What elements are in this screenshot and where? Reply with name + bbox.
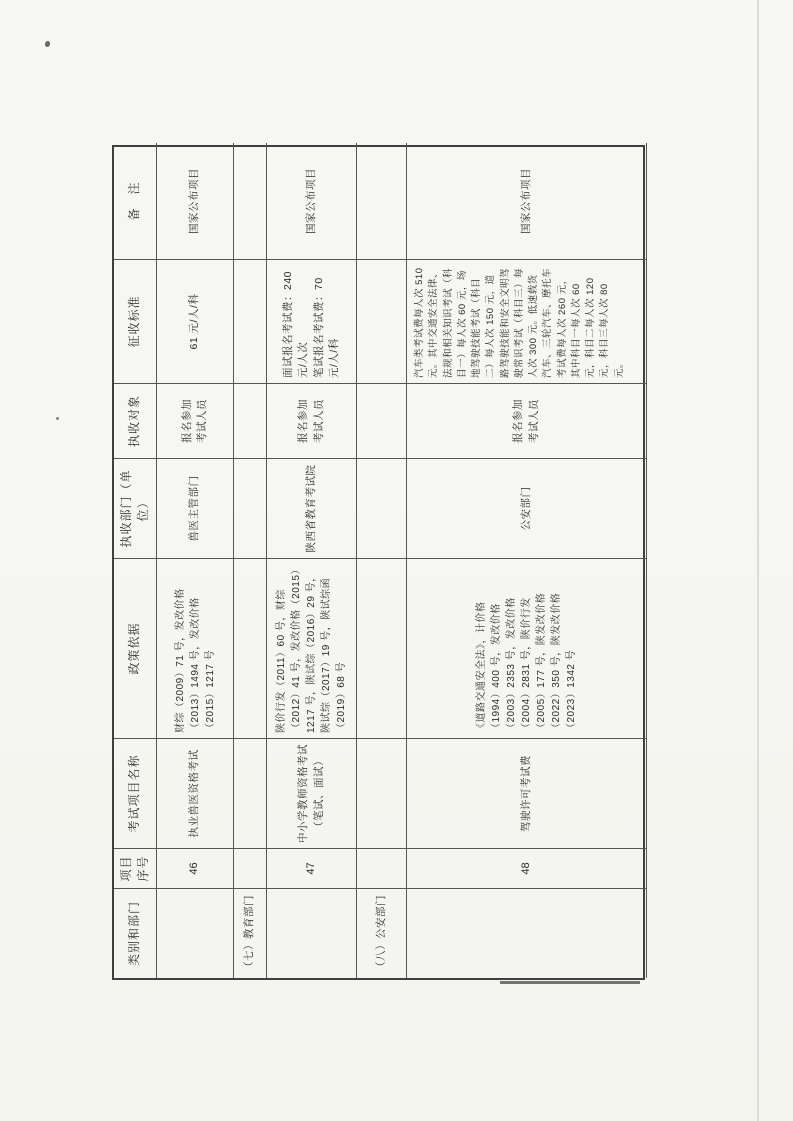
r48-name: 驾驶许可考试费	[407, 738, 647, 848]
r47-seq: 47	[267, 848, 357, 888]
r47-dept: 陕西省教育考试院	[267, 458, 357, 558]
r47-category-empty	[267, 888, 357, 978]
r48-note: 国家公布项目	[407, 143, 647, 259]
group7-empty	[234, 259, 267, 383]
r46-policy-text: 财综（2009）71 号，发改价格（2013）1494 号，发改价格（2015）1217 号	[174, 588, 216, 733]
r46-dept: 兽医主管部门	[157, 458, 234, 558]
r46-seq: 46	[157, 848, 234, 888]
r46-category-empty	[157, 888, 234, 978]
header-payer: 执收对象	[114, 383, 157, 458]
header-dept: 执收部门（单位）	[114, 458, 157, 558]
r46-payer-text: 报名参加考试人员	[180, 399, 208, 443]
header-standard: 征收标准	[114, 259, 157, 383]
scan-speck	[56, 417, 59, 420]
header-name: 考试项目名称	[114, 738, 157, 848]
r47-payer	[267, 383, 357, 458]
fee-standard-table	[112, 145, 645, 980]
group8-empty	[357, 848, 407, 888]
r47-note: 国家公布项目	[267, 143, 357, 259]
scan-edge-line	[757, 0, 759, 1121]
r48-payer	[407, 383, 647, 458]
group8-empty	[357, 558, 407, 738]
group7-empty	[234, 458, 267, 558]
group8-empty	[357, 738, 407, 848]
r48-policy-text: 《道路交通安全法》，计价格（1994）400 号，发改价格（2003）2353 号，发改价格（2004）2831 号，陕价行发（2005）177 号，陕发改价格（2022）350 号，陕发改价格（2023）1342 号	[476, 592, 577, 733]
r48-standard: 汽车类考试费每人次 510 元。其中交通安全法律、法规和相关知识考试（科目一）每人次 60 元，场地驾驶技能考试（科目二）每人次 150 元，道路驾驶技能和安全文明驾驶常识考试（科目三）每人次 300 元。低速载货汽车、三轮汽车、摩托车考试费每人次 260 元，其中科目一每人次 60 元，科目二每人次 120 元，科目三每人次 80 元。	[407, 259, 647, 383]
header-seq: 项目序号	[114, 848, 157, 888]
r46-payer	[157, 383, 234, 458]
r46-policy	[157, 558, 234, 738]
r47-standard-line1: 面试报名考试费：240 元/人次	[281, 270, 309, 378]
r48-dept: 公安部门	[407, 458, 647, 558]
group8-empty	[357, 383, 407, 458]
r48-payer-text: 报名参加考试人员	[512, 399, 540, 443]
group8-empty	[357, 458, 407, 558]
group7-empty	[234, 143, 267, 259]
r47-name: 中小学教师资格考试（笔试、面试）	[267, 738, 357, 848]
header-category: 类别和部门	[114, 888, 157, 978]
header-note: 备 注	[114, 143, 157, 259]
r47-policy	[267, 558, 357, 738]
scan-smudge	[500, 981, 640, 984]
header-policy: 政策依据	[114, 558, 157, 738]
r48-policy	[407, 558, 647, 738]
group7-empty	[234, 848, 267, 888]
rotated-table-wrapper	[112, 145, 645, 980]
r46-name: 执业兽医资格考试	[157, 738, 234, 848]
r47-policy-text: 陕价行发（2011）60 号，财综（2012）41 号，发改价格（2015）1217 号，陕试综（2016）29 号，陕试综（2017）19 号，陕试综函（2019）68 号	[276, 564, 347, 733]
r47-standard-line2: 笔试报名考试费：70 元/人/科	[313, 277, 341, 378]
r48-category-empty	[407, 888, 647, 978]
r47-standard	[267, 259, 357, 383]
r47-payer-text: 报名参加考试人员	[297, 399, 325, 443]
group7-category: （七）教育部门	[234, 888, 267, 978]
group8-empty	[357, 259, 407, 383]
r46-note: 国家公布项目	[157, 143, 234, 259]
group7-empty	[234, 383, 267, 458]
group7-empty	[234, 558, 267, 738]
group8-empty	[357, 143, 407, 259]
group7-empty	[234, 738, 267, 848]
r48-seq: 48	[407, 848, 647, 888]
group8-category: （八）公安部门	[357, 888, 407, 978]
r46-standard: 61 元/人/科	[157, 259, 234, 383]
